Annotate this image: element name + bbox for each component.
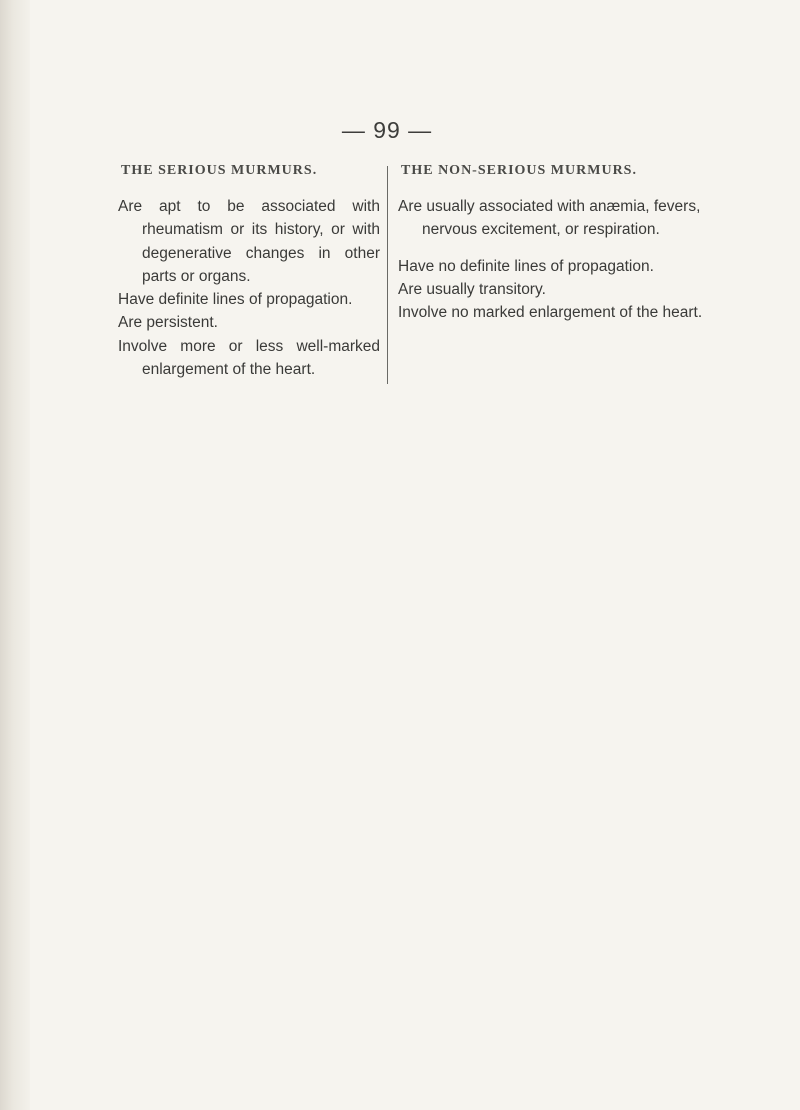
non-serious-statement-propagation: Have no definite lines of propagation. <box>398 257 654 275</box>
column-divider <box>387 166 388 384</box>
non-serious-statement-enlargement: Involve no marked enlargement of the heart. <box>398 304 703 322</box>
non-serious-murmurs-heading: THE NON-SERIOUS MURMURS. <box>401 163 637 178</box>
serious-statement-propagation: Have definite lines of propagation. <box>118 291 353 309</box>
serious-murmurs-heading: THE SERIOUS MURMURS. <box>121 163 318 178</box>
non-serious-statement-duration: Are usually transitory. <box>398 280 546 298</box>
non-serious-statement-association: Are usually associated with anæmia, fevers, nervous excitement, or respiration. <box>398 198 701 239</box>
serious-statement-persistence: Are persistent. <box>118 314 218 332</box>
serious-statement-association: Are apt to be associated with rheumatism or its history, or with degenerative changes in other parts or organs. <box>118 198 380 285</box>
page-binding-edge <box>0 0 30 1110</box>
serious-statement-enlargement: Involve more or less well-marked enlargement of the heart. <box>118 337 380 379</box>
serious-murmurs-column <box>118 163 380 381</box>
page-number: — 99 — <box>341 117 433 143</box>
non-serious-murmurs-column <box>398 163 714 324</box>
